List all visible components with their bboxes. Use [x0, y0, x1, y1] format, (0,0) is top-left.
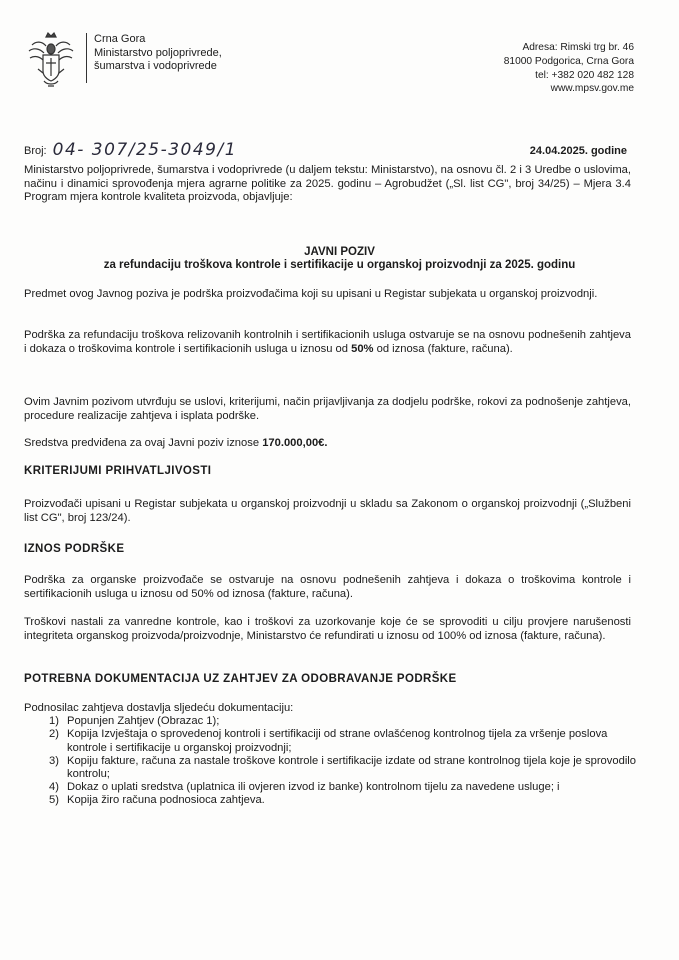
- reference-number: [24, 140, 237, 160]
- list-item-number: 2): [49, 728, 59, 741]
- heading-eligibility: KRITERIJUMI PRIHVATLJIVOSTI: [24, 465, 212, 477]
- list-item: [24, 755, 636, 781]
- header-divider: [86, 33, 87, 83]
- support-amount-text: Podrška za organske proizvođače se ostvaruje na osnovu podnešenih zahtjeva i dokaza o troškovima kontrole i sertifikacionih usluga u iznosu od 50% od iznosa (fakture, računa).: [24, 574, 631, 600]
- list-item-number: 3): [49, 754, 59, 767]
- list-item: [24, 728, 636, 754]
- documentation-list: [24, 702, 636, 808]
- list-item: [24, 715, 636, 728]
- montenegro-coat-of-arms-icon: [24, 31, 78, 91]
- list-item-text: Kopiju fakture, računa za nastale troškove kontrole i sertifikacije izdate od strane kontrolnog tijela koje je sprovodilo kontrolu;: [67, 754, 637, 781]
- paragraph-support-tail: od iznosa (fakture, računa).: [373, 342, 513, 355]
- heading-support-amount: IZNOS PODRŠKE: [24, 543, 125, 555]
- org-line-ministry-cont: šumarstva i vodoprivrede: [94, 60, 217, 72]
- heading-documentation: POTREBNA DOKUMENTACIJA UZ ZAHTJEV ZA ODOBRAVANJE PODRŠKE: [24, 673, 457, 685]
- paragraph-support-text: Podrška za refundaciju troškova relizovanih kontrolnih i sertifikacionih usluga ostvaruje se na osnovu podnešenih zahtjeva i dokaza o troškovima kontrole i sertifikacionih usluga u iznosu od: [24, 329, 631, 355]
- paragraph-support-percent: 50%: [351, 342, 374, 355]
- support-extra-costs-text: Troškovi nastali za vanredne kontrole, kao i troškovi za uzorkovanje koje će se sprovoditi u cilju provjere narušenosti integriteta organskog proizvoda/proizvodnje, Ministarstvo će refundirati u iznosu od 100% od iznosa (fakture, računa).: [24, 616, 631, 642]
- paragraph-subject: Predmet ovog Javnog poziva je podrška proizvođačima koji su upisani u Registar subjekata u organskoj proizvodnji.: [24, 288, 598, 300]
- list-item-text: Kopija Izvještaja o sprovedenoj kontroli i sertifikaciji od strane ovlašćenog kontrolnog tijela za vršenje poslova kontrole i sertifikacije u organskoj proizvodnji;: [67, 728, 608, 754]
- document-title: JAVNI POZIV: [304, 246, 375, 258]
- paragraph-funds-text: Sredstva predviđena za ovaj Javni poziv iznose: [24, 437, 263, 449]
- list-item-number: 5): [49, 794, 59, 807]
- list-item-number: 1): [49, 715, 59, 728]
- address-block: [504, 41, 634, 96]
- eligibility-text: Proizvođači upisani u Registar subjekata u organskoj proizvodnji u skladu sa Zakonom o organskoj proizvodnji („Službeni list CG", broj 123/24).: [24, 498, 631, 524]
- list-item: [24, 794, 636, 807]
- broj-handwritten: 04- 307/25-3049/1: [52, 140, 238, 160]
- paragraph-support: [24, 329, 631, 356]
- documentation-lead: Podnosilac zahtjeva dostavlja sljedeću dokumentaciju:: [24, 702, 294, 714]
- list-item-number: 4): [49, 781, 59, 794]
- list-item-text: Popunjen Zahtjev (Obrazac 1);: [67, 715, 220, 728]
- address-street: Adresa: Rimski trg br. 46: [522, 42, 634, 53]
- org-line-country: Crna Gora: [94, 33, 146, 45]
- address-phone: tel: +382 020 482 128: [535, 69, 634, 81]
- paragraph-funds: [24, 437, 631, 451]
- address-city: 81000 Podgorica, Crna Gora: [503, 55, 634, 67]
- list-item-text: Dokaz o uplati sredstva (uplatnica ili ovjeren izvod iz banke) kontrolnom tijelu za navedene usluge; i: [67, 781, 560, 794]
- list-item-text: Kopija žiro računa podnosioca zahtjeva.: [67, 794, 265, 807]
- org-name: [94, 33, 222, 74]
- address-website: www.mpsv.gov.me: [550, 83, 634, 95]
- paragraph-funds-amount: 170.000,00€.: [262, 437, 328, 449]
- intro-paragraph: Ministarstvo poljoprivrede, šumarstva i vodoprivrede (u daljem tekstu: Ministarstvo), na osnovu čl. 2 i 3 Uredbe o uslovima, načinu i dinamici sprovođenja mjera agrarne politike za 2025. godinu – Agrobudžet („Sl. list CG", broj 34/25) – Mjera 3.4 Program mjera kontrole kvaliteta proizvoda, objavljuje:: [24, 164, 631, 204]
- list-item: [24, 781, 636, 794]
- paragraph-conditions: Ovim Javnim pozivom utvrđuju se uslovi, kriterijumi, način prijavljivanja za dodjelu podrške, rokovi za podnošenje zahtjeva, procedure realizacije zahtjeva i isplata podrške.: [24, 396, 631, 422]
- document-date: 24.04.2025. godine: [529, 145, 627, 157]
- org-line-ministry: Ministarstvo poljoprivrede,: [94, 46, 222, 59]
- document-subtitle: za refundaciju troškova kontrole i sertifikacije u organskoj proizvodnji za 2025. godinu: [103, 259, 576, 271]
- broj-label: Broj:: [24, 145, 47, 157]
